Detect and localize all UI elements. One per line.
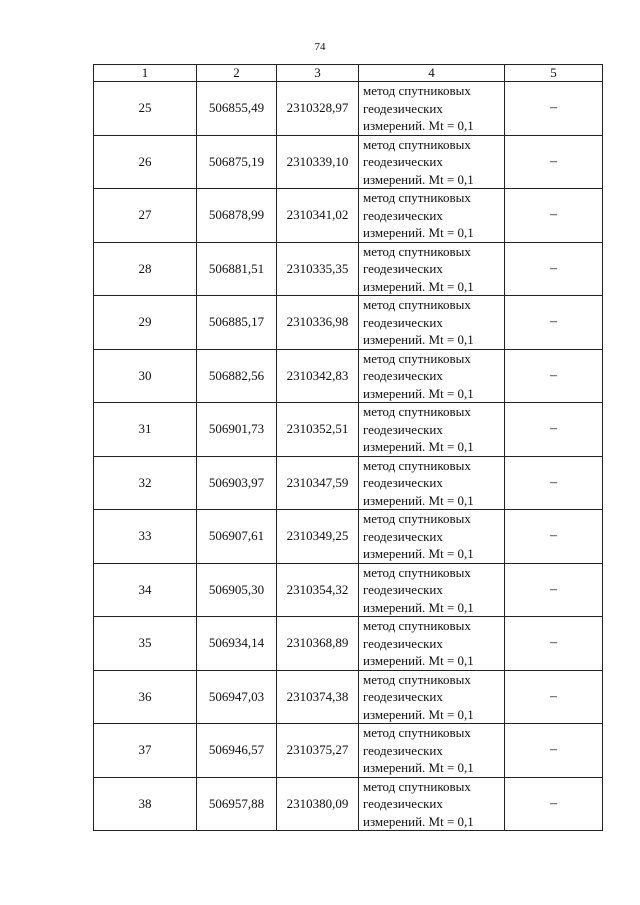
- point-number-cell: 37: [94, 724, 197, 778]
- y-coordinate-cell: 2310328,97: [277, 82, 359, 136]
- method-line: измерений. Mt = 0,1: [363, 653, 474, 668]
- note-cell: –: [505, 456, 603, 510]
- method-line: измерений. Mt = 0,1: [363, 332, 474, 347]
- y-coordinate-cell: 2310375,27: [277, 724, 359, 778]
- method-cell: [359, 242, 505, 296]
- method-line: метод спутниковых: [363, 457, 471, 473]
- table-body: [94, 82, 603, 831]
- note-cell: –: [505, 242, 603, 296]
- y-coordinate-cell: 2310349,25: [277, 510, 359, 564]
- method-cell: [359, 403, 505, 457]
- y-coordinate-cell: 2310368,89: [277, 617, 359, 671]
- point-number-cell: 26: [94, 135, 197, 189]
- x-coordinate-cell: 506934,14: [197, 617, 277, 671]
- method-line: метод спутниковых: [363, 671, 471, 687]
- y-coordinate-cell: 2310339,10: [277, 135, 359, 189]
- method-line: метод спутниковых: [363, 404, 471, 419]
- method-line: метод спутниковых: [363, 618, 471, 633]
- point-number-cell: 29: [94, 296, 197, 350]
- table-row: [94, 135, 603, 189]
- note-cell: –: [505, 510, 603, 564]
- header-col-5: 5: [505, 65, 603, 82]
- x-coordinate-cell: 506882,56: [197, 349, 277, 403]
- method-line: метод спутниковых: [363, 297, 471, 312]
- method-line: геодезических: [363, 261, 443, 276]
- table-row: [94, 724, 603, 778]
- header-col-2: 2: [197, 65, 277, 82]
- method-line: измерений. Mt = 0,1: [363, 225, 474, 240]
- method-cell: [359, 777, 505, 831]
- x-coordinate-cell: 506957,88: [197, 777, 277, 831]
- method-line: геодезических: [363, 528, 443, 544]
- method-cell: [359, 349, 505, 403]
- method-line: измерений. Mt = 0,1: [363, 278, 474, 294]
- method-cell: [359, 563, 505, 617]
- x-coordinate-cell: 506907,61: [197, 510, 277, 564]
- table-row: [94, 670, 603, 724]
- method-line: измерений. Mt = 0,1: [363, 546, 474, 561]
- method-line: геодезических: [363, 635, 443, 651]
- note-cell: –: [505, 777, 603, 831]
- table-header: [94, 65, 603, 82]
- header-col-3: 3: [277, 65, 359, 82]
- method-line: геодезических: [363, 100, 443, 116]
- x-coordinate-cell: 506855,49: [197, 82, 277, 136]
- table-row: [94, 510, 603, 564]
- note-cell: –: [505, 349, 603, 403]
- method-line: метод спутниковых: [363, 564, 471, 580]
- x-coordinate-cell: 506881,51: [197, 242, 277, 296]
- note-cell: –: [505, 403, 603, 457]
- method-cell: [359, 724, 505, 778]
- method-line: геодезических: [363, 421, 443, 437]
- point-number-cell: 35: [94, 617, 197, 671]
- x-coordinate-cell: 506947,03: [197, 670, 277, 724]
- method-line: геодезических: [363, 689, 443, 704]
- table-row: [94, 617, 603, 671]
- x-coordinate-cell: 506878,99: [197, 189, 277, 243]
- y-coordinate-cell: 2310342,83: [277, 349, 359, 403]
- method-line: метод спутниковых: [363, 725, 471, 740]
- table-row: [94, 349, 603, 403]
- method-line: измерений. Mt = 0,1: [363, 706, 474, 722]
- note-cell: –: [505, 563, 603, 617]
- point-number-cell: 30: [94, 349, 197, 403]
- note-cell: –: [505, 82, 603, 136]
- x-coordinate-cell: 506905,30: [197, 563, 277, 617]
- header-row: [94, 65, 603, 82]
- method-cell: [359, 617, 505, 671]
- method-cell: [359, 296, 505, 350]
- y-coordinate-cell: 2310380,09: [277, 777, 359, 831]
- method-cell: [359, 456, 505, 510]
- method-cell: [359, 510, 505, 564]
- table-row: [94, 82, 603, 136]
- method-line: измерений. Mt = 0,1: [363, 385, 474, 401]
- note-cell: –: [505, 135, 603, 189]
- y-coordinate-cell: 2310374,38: [277, 670, 359, 724]
- method-cell: [359, 189, 505, 243]
- table-row: [94, 189, 603, 243]
- method-line: геодезических: [363, 314, 443, 330]
- table-row: [94, 242, 603, 296]
- point-number-cell: 28: [94, 242, 197, 296]
- point-number-cell: 32: [94, 456, 197, 510]
- method-line: метод спутниковых: [363, 511, 471, 526]
- method-line: измерений. Mt = 0,1: [363, 439, 474, 454]
- x-coordinate-cell: 506875,19: [197, 135, 277, 189]
- y-coordinate-cell: 2310336,98: [277, 296, 359, 350]
- y-coordinate-cell: 2310354,32: [277, 563, 359, 617]
- x-coordinate-cell: 506885,17: [197, 296, 277, 350]
- x-coordinate-cell: 506901,73: [197, 403, 277, 457]
- point-number-cell: 33: [94, 510, 197, 564]
- y-coordinate-cell: 2310347,59: [277, 456, 359, 510]
- note-cell: –: [505, 724, 603, 778]
- method-line: измерений. Mt = 0,1: [363, 813, 474, 829]
- method-line: измерений. Mt = 0,1: [363, 760, 474, 775]
- method-line: геодезических: [363, 742, 443, 758]
- method-line: метод спутниковых: [363, 778, 471, 794]
- table-row: [94, 403, 603, 457]
- method-line: геодезических: [363, 475, 443, 490]
- y-coordinate-cell: 2310341,02: [277, 189, 359, 243]
- note-cell: –: [505, 617, 603, 671]
- table-row: [94, 777, 603, 831]
- method-line: геодезических: [363, 582, 443, 597]
- table-row: [94, 563, 603, 617]
- method-line: метод спутниковых: [363, 83, 471, 98]
- method-line: измерений. Mt = 0,1: [363, 492, 474, 508]
- note-cell: –: [505, 670, 603, 724]
- table-row: [94, 456, 603, 510]
- method-line: геодезических: [363, 154, 443, 169]
- method-line: измерений. Mt = 0,1: [363, 599, 474, 615]
- point-number-cell: 34: [94, 563, 197, 617]
- x-coordinate-cell: 506946,57: [197, 724, 277, 778]
- point-number-cell: 31: [94, 403, 197, 457]
- point-number-cell: 27: [94, 189, 197, 243]
- table-row: [94, 296, 603, 350]
- method-cell: [359, 135, 505, 189]
- x-coordinate-cell: 506903,97: [197, 456, 277, 510]
- method-line: геодезических: [363, 207, 443, 223]
- method-line: измерений. Mt = 0,1: [363, 118, 474, 133]
- method-cell: [359, 82, 505, 136]
- y-coordinate-cell: 2310335,35: [277, 242, 359, 296]
- point-number-cell: 36: [94, 670, 197, 724]
- note-cell: –: [505, 189, 603, 243]
- method-line: метод спутниковых: [363, 243, 471, 259]
- header-col-1: 1: [94, 65, 197, 82]
- page-number: 74: [314, 41, 326, 53]
- point-number-cell: 38: [94, 777, 197, 831]
- method-line: геодезических: [363, 796, 443, 811]
- note-cell: –: [505, 296, 603, 350]
- coordinates-table: [93, 64, 603, 831]
- method-cell: [359, 670, 505, 724]
- y-coordinate-cell: 2310352,51: [277, 403, 359, 457]
- method-line: метод спутниковых: [363, 190, 471, 205]
- point-number-cell: 25: [94, 82, 197, 136]
- method-line: метод спутниковых: [363, 136, 471, 152]
- method-line: геодезических: [363, 368, 443, 383]
- header-col-4: 4: [359, 65, 505, 82]
- method-line: метод спутниковых: [363, 350, 471, 366]
- method-line: измерений. Mt = 0,1: [363, 171, 474, 187]
